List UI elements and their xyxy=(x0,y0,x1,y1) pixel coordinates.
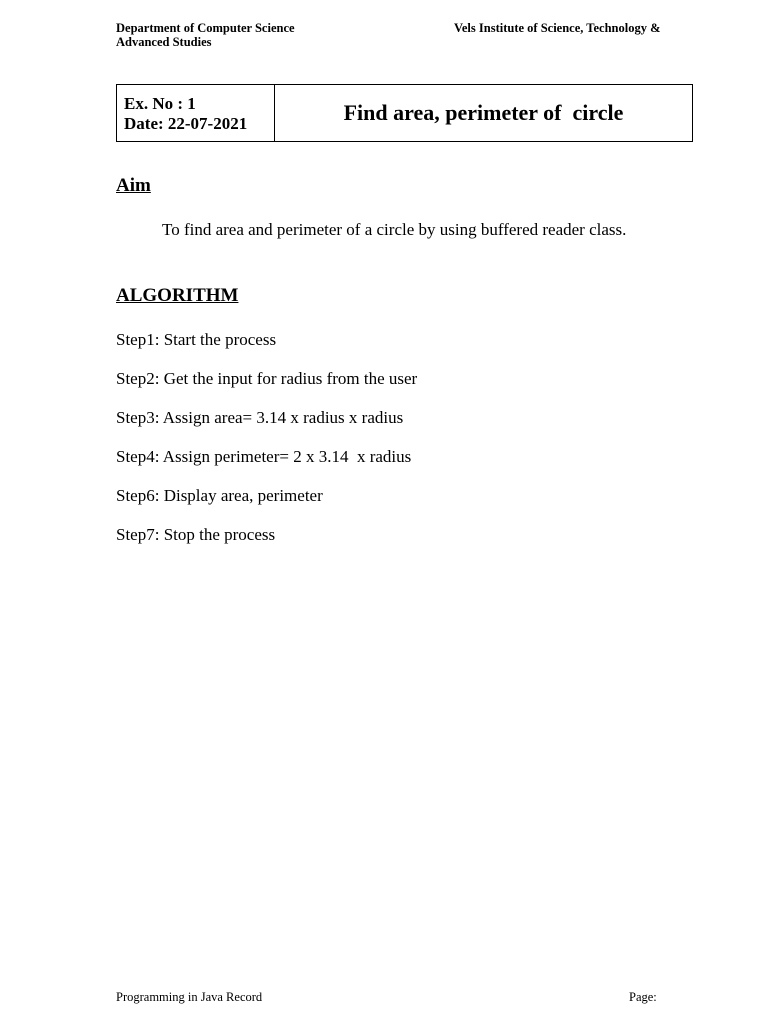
algorithm-heading: ALGORITHM xyxy=(116,285,239,306)
algorithm-step: Step2: Get the input for radius from the user xyxy=(116,369,418,388)
exercise-title: Find area, perimeter of circle xyxy=(343,100,624,125)
aim-text: To find area and perimeter of a circle by using buffered reader class. xyxy=(162,220,627,239)
algorithm-steps xyxy=(116,330,417,564)
algorithm-step: Step1: Start the process xyxy=(116,330,277,349)
header-department-line2: Advanced Studies xyxy=(116,35,212,49)
header-department xyxy=(116,21,295,49)
algorithm-step: Step7: Stop the process xyxy=(116,525,276,544)
algorithm-step: Step6: Display area, perimeter xyxy=(116,486,323,505)
algorithm-step: Step4: Assign perimeter= 2 x 3.14 x radius xyxy=(116,447,412,466)
header-department-line1: Department of Computer Science xyxy=(116,21,295,35)
header-institute: Vels Institute of Science, Technology & xyxy=(454,21,661,35)
footer-page: Page: xyxy=(629,990,657,1004)
exercise-number: Ex. No : 1 xyxy=(124,94,196,113)
exercise-date: Date: 22-07-2021 xyxy=(124,114,248,133)
exercise-box xyxy=(116,84,693,142)
algorithm-step: Step3: Assign area= 3.14 x radius x radius xyxy=(116,408,404,427)
footer-course: Programming in Java Record xyxy=(116,990,263,1004)
aim-heading: Aim xyxy=(116,175,151,196)
exercise-info xyxy=(117,85,275,141)
